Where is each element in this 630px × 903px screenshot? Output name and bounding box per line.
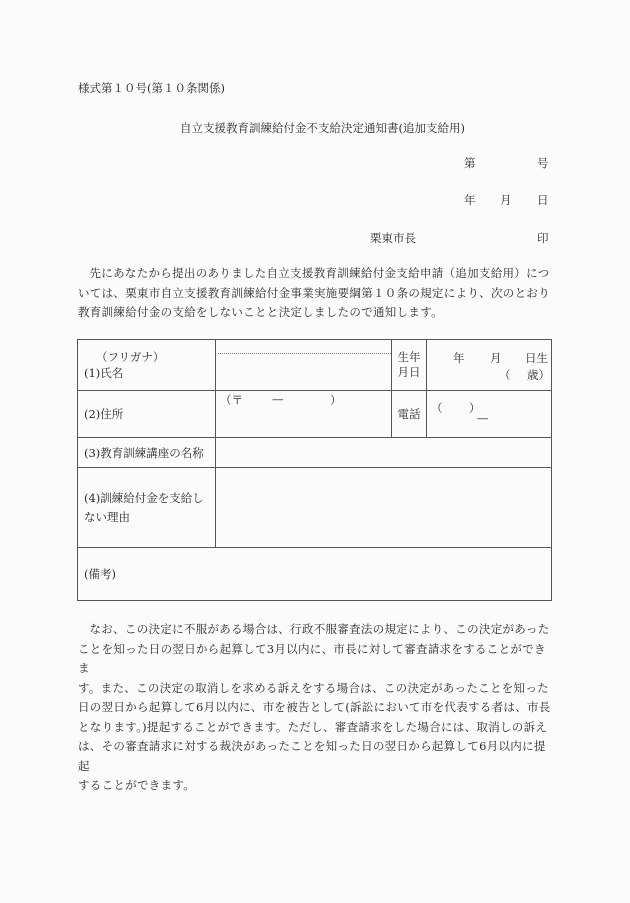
name-label: (1)氏名 [84, 366, 124, 380]
birth-month: 月 [490, 351, 502, 365]
birthdate-field[interactable] [427, 340, 552, 391]
notice-line: となります。)提起することができます。ただし、審査請求をした場合には、取消しの訴え [78, 719, 548, 734]
notice-form-table [77, 339, 552, 601]
row-address [78, 391, 552, 438]
row-reason [78, 468, 552, 548]
document-title: 自立支援教育訓練給付金不支給決定通知書(追加支給用) [180, 121, 465, 135]
intro-line: 先にあなたから提出のありました自立支援教育訓練給付金支給申請（追加支給用）につ [89, 266, 550, 280]
name-label-cell [78, 340, 216, 391]
course-field[interactable] [216, 438, 552, 468]
row-remarks [78, 548, 552, 601]
tel-dash: — [477, 411, 489, 425]
notice-line: ことを知った日の翌日から起算して3月以内に、市長に対して審査請求をすることができま [78, 641, 546, 675]
tel-field[interactable] [427, 391, 552, 438]
seal-mark: 印 [537, 231, 549, 245]
reason-label-cell [78, 468, 216, 548]
row-name [78, 340, 552, 391]
postal-open: （〒 [220, 393, 243, 407]
notice-line: 日の翌日から起算して6月以内に、市を被告として(訴訟において市を代表する者は、市長 [78, 700, 551, 714]
notice-line: す。また、この決定の取消しを求める訴えをする場合は、この決定があったことを知った [78, 680, 549, 695]
birthdate-label-2: 月日 [397, 365, 421, 379]
address-field[interactable] [216, 391, 392, 438]
remarks-label: (備考) [84, 567, 116, 581]
notice-line: なお、この決定に不服がある場合は、行政不服審査法の規定により、この決定があった [89, 622, 550, 636]
remarks-field[interactable] [78, 548, 552, 601]
name-field[interactable] [216, 340, 392, 391]
intro-paragraph [78, 264, 553, 323]
reason-field[interactable] [216, 468, 552, 548]
furigana-divider [218, 353, 391, 354]
reference-dai: 第 [464, 156, 476, 170]
birth-day: 日生 [525, 351, 548, 365]
issuer: 栗東市長 [370, 231, 416, 245]
reason-label-2: ない理由 [84, 509, 130, 524]
form-number: 様式第１０号(第１０条関係) [78, 81, 225, 95]
date-month: 月 [500, 193, 512, 207]
address-label: (2)住所 [78, 391, 216, 438]
postal-close: ） [330, 393, 342, 407]
age-open: （ [499, 368, 511, 382]
furigana-label: （フリガナ） [96, 350, 165, 364]
birthdate-label-1: 生年 [397, 350, 421, 364]
reason-label-1: (4)訓練給付金を支給し [84, 490, 204, 505]
course-label: (3)教育訓練講座の名称 [78, 438, 216, 468]
row-course [78, 438, 552, 468]
intro-line: いては、栗東市自立支援教育訓練給付金事業実施要綱第１０条の規定により、次のとおり [78, 285, 550, 300]
notice-line: は、その審査請求に対する裁決があったことを知った日の翌日から起算して6月以内に提起 [78, 739, 546, 773]
tel-label: 電話 [392, 391, 427, 438]
appeal-notice [78, 620, 553, 796]
age-close: 歳） [527, 368, 550, 382]
intro-line: 教育訓練給付金の支給をしないことと決定しましたので通知します。 [78, 305, 443, 319]
tel-close: ） [469, 401, 481, 415]
date-year: 年 [464, 193, 476, 207]
notice-line: することができます。 [78, 778, 196, 792]
tel-open: （ [431, 401, 443, 415]
reference-go: 号 [537, 156, 549, 170]
date-day: 日 [537, 193, 549, 207]
postal-dash: — [272, 392, 284, 406]
birthdate-label-cell [392, 340, 427, 391]
birth-year: 年 [453, 351, 465, 365]
